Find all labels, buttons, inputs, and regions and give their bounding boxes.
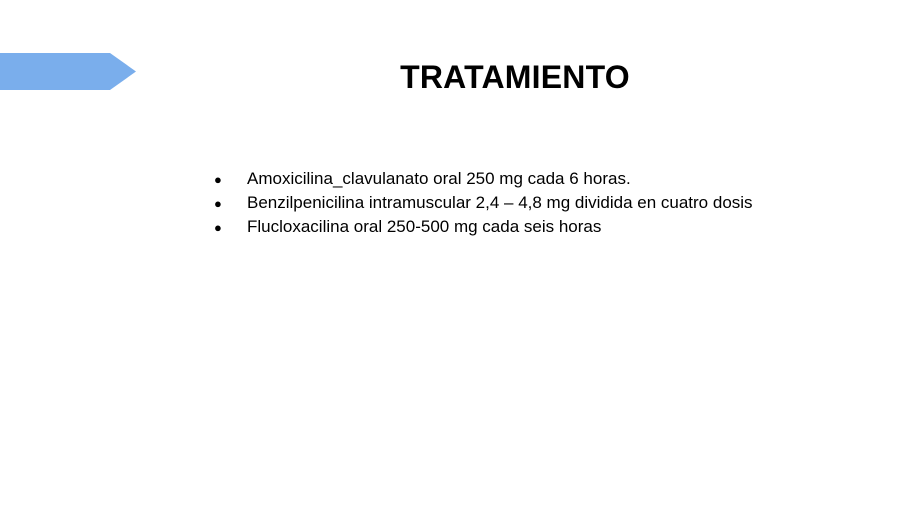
bullet-list — [212, 167, 753, 239]
bullet-text: Amoxicilina_clavulanato oral 250 mg cada 6 horas. — [247, 169, 631, 188]
accent-arrow-shape — [0, 53, 136, 90]
list-item — [212, 191, 753, 215]
slide-title: TRATAMIENTO — [400, 59, 630, 95]
bullet-icon: ● — [214, 219, 222, 235]
bullet-text: Benzilpenicilina intramuscular 2,4 – 4,8 mg dividida en cuatro dosis — [247, 193, 753, 212]
bullet-icon: ● — [214, 195, 222, 211]
bullet-icon: ● — [214, 171, 222, 187]
list-item — [212, 167, 753, 191]
bullet-text: Flucloxacilina oral 250-500 mg cada seis horas — [247, 217, 602, 236]
list-item — [212, 215, 753, 239]
